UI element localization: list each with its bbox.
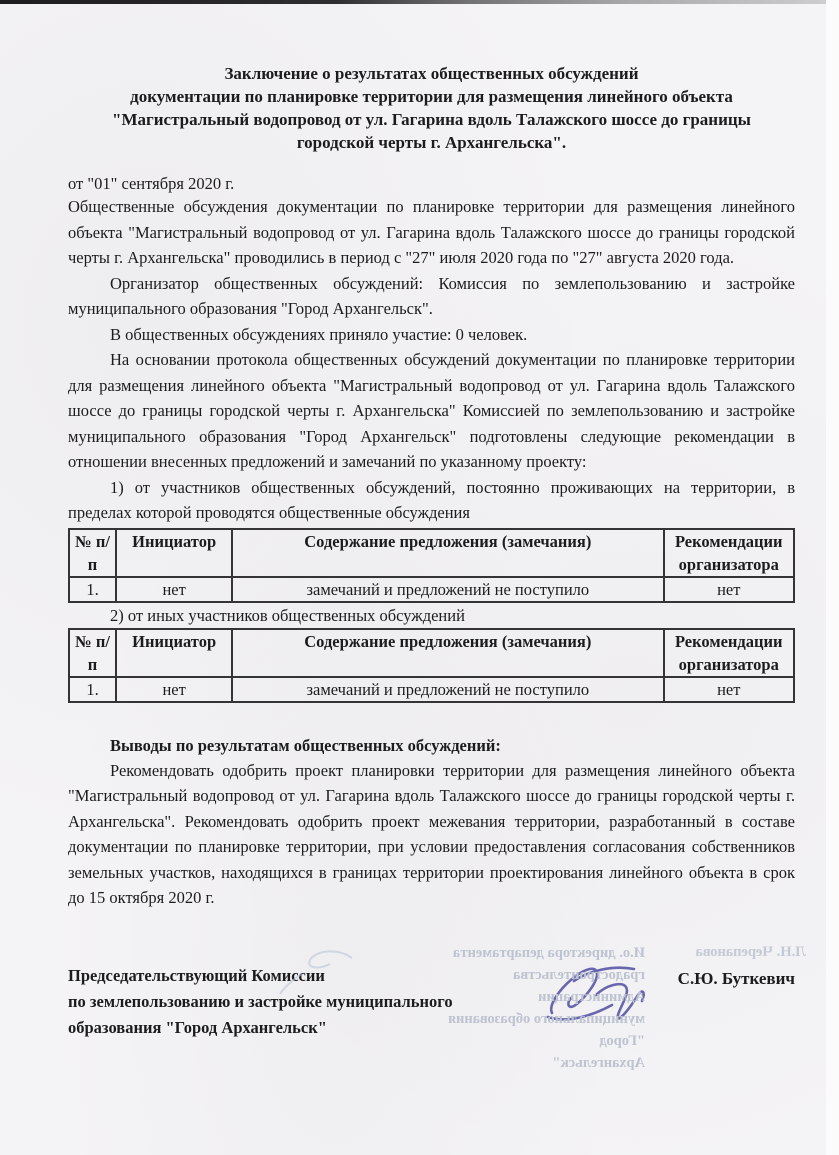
- cell-initiator: нет: [116, 677, 232, 702]
- bleed-through-line-2: градостроительства Администрации: [513, 967, 645, 1005]
- column-header-initiator: Инициатор: [116, 629, 232, 677]
- table-header-row: [69, 529, 794, 577]
- title-line-3: "Магистральный водопровод от ул. Гагарина вдоль Талажского шоссе до границы: [112, 110, 751, 129]
- table-row: [69, 677, 794, 702]
- table-row: [69, 577, 794, 602]
- title-line-1: Заключение о результатах общественных обсуждений: [224, 64, 639, 83]
- document-content: [68, 62, 795, 1053]
- proposals-table-others: [68, 628, 795, 703]
- cell-recommendations: нет: [664, 577, 795, 602]
- cell-content: замечаний и предложений не поступило: [232, 577, 663, 602]
- paragraph-public-discussions: Общественные обсуждения документации по планировке территории для размещения линейного объекта "Магистральный водопровод от ул. Гагарина вдоль Талажского шоссе до границы городской черты г. Архангельска" проводились в период с "27" июля 2020 года по "27" августа 2020 года.: [68, 197, 795, 267]
- cell-number: 1.: [69, 677, 116, 702]
- cell-content: замечаний и предложений не поступило: [232, 677, 663, 702]
- cell-initiator: нет: [116, 577, 232, 602]
- cell-number: 1.: [69, 577, 116, 602]
- signatory-position: [68, 963, 538, 1041]
- column-header-recommendations: Рекомендации организатора: [664, 529, 795, 577]
- column-header-content: Содержание предложения (замечания): [232, 629, 663, 677]
- cell-recommendations: нет: [664, 677, 795, 702]
- table2-lead-in: 2) от иных участников общественных обсуждений: [110, 605, 465, 625]
- signatory-name: С.Ю. Буткевич: [677, 968, 795, 988]
- bleed-through-line-4: Архангельск": [552, 1055, 645, 1071]
- bleed-through-line-3: муниципального образования "Город: [448, 1011, 645, 1049]
- scan-right-edge: [826, 0, 839, 1155]
- document-date: от "01" сентября 2020 г.: [68, 174, 235, 193]
- title-line-4: городской черты г. Архангельска".: [296, 133, 567, 152]
- document-title: [68, 62, 795, 154]
- conclusions-paragraph: Рекомендовать одобрить проект планировки территории для размещения линейного объекта "Магистральный водопровод от ул. Гагарина вдоль Талажского шоссе до границы городской черты г. Архангельска". Рекомендовать одобрить проект межевания территории, разработанный в составе документации по планировке территории, при условии предоставления согласования собственников земельных участков, находящихся в границах территории проектирования линейного объекта в срок до 15 октября 2020 г.: [68, 760, 795, 907]
- paragraph-organizer: Организатор общественных обсуждений: Комиссия по землепользованию и застройке муниципального образования "Город Архангельск".: [68, 273, 795, 318]
- title-line-2: документации по планировке территории для размещения линейного объекта: [130, 87, 733, 106]
- signatory-position-line-3: образования "Город Архангельск": [68, 1017, 327, 1037]
- proposals-table-residents: [68, 528, 795, 603]
- table-header-row: [69, 629, 794, 677]
- column-header-recommendations: Рекомендации организатора: [664, 629, 795, 677]
- paragraph-participants-count: В общественных обсуждениях приняло участие: 0 человек.: [110, 324, 528, 344]
- scan-top-edge: [0, 0, 839, 4]
- column-header-initiator: Инициатор: [116, 529, 232, 577]
- bleed-through-line-1: И.о. директора департамента: [452, 945, 645, 961]
- table1-lead-in: 1) от участников общественных обсуждений, постоянно проживающих на территории, в пределах которой проводятся общественные обсуждения: [68, 477, 795, 522]
- handwritten-signature-icon: [538, 951, 678, 1035]
- column-header-number: № п/п: [69, 629, 116, 677]
- signature-block: [68, 963, 795, 1053]
- column-header-content: Содержание предложения (замечания): [232, 529, 663, 577]
- signatory-position-line-1: Председательствующий Комиссии: [68, 965, 325, 985]
- paragraph-protocol-basis: На основании протокола общественных обсуждений документации по планировке территории для размещения линейного объекта "Магистральный водопровод от ул. Гагарина вдоль Талажского шоссе до границы городской черты г. Архангельска" Комиссией по землепользованию и застройке муниципального образования "Город Архангельск" подготовлены следующие рекомендации в отношении внесенных предложений и замечаний по указанному проекту:: [68, 350, 795, 471]
- bleed-through-name: Л.Н. Черепанова: [695, 944, 806, 960]
- column-header-number: № п/п: [69, 529, 116, 577]
- signatory-position-line-2: по землепользованию и застройке муниципального: [68, 991, 453, 1011]
- conclusions-heading: Выводы по результатам общественных обсуждений:: [110, 735, 501, 755]
